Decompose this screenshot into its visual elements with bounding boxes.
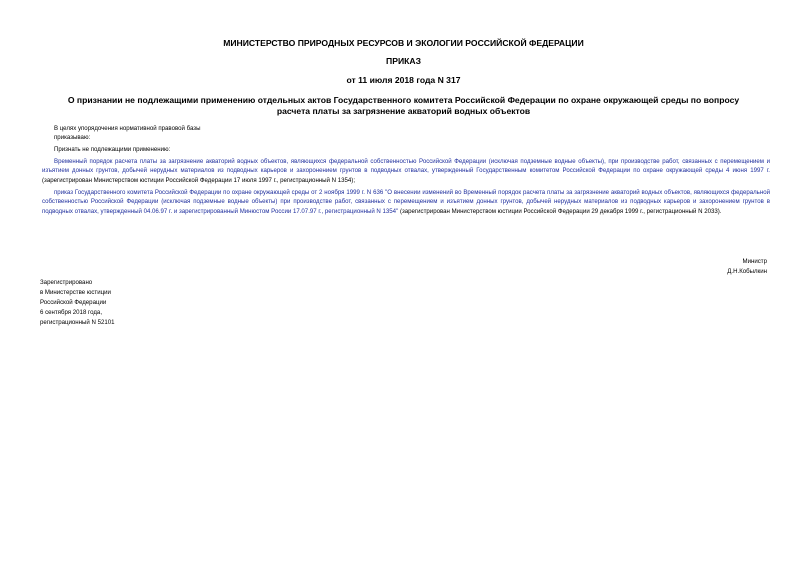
intro-line-2: приказываю: (54, 134, 91, 142)
registration-line-3: Российской Федерации (40, 299, 107, 306)
registration-line-4: 6 сентября 2018 года, (40, 309, 103, 316)
date-number-heading: от 11 июля 2018 года N 317 (346, 75, 461, 85)
item-2-link[interactable]: приказ Государственного комитета Российской Федерации по охране окружающей среды от 2 ноября 1999 г. N 636 "О внесении изменений во Временный порядок расчета платы за загрязнение акваторий водных объектов, являющихся федеральной собственностью Российской Федерации (исключая подземные водные объекты) при производстве работ, связанных с перемещением и изъятием донных грунтов, добычей нерудных материалов из подводных карьеров и захоронением грунтов в подводных отвалах, утвержденный 04.06.97 г. и зарегистрированный Минюстом России 17.07.97 г., регистрационный N 1354" (42, 189, 770, 215)
item-1-link[interactable]: Временный порядок расчета платы за загрязнение акваторий водных объектов, являющихся федеральной собственностью Российской Федерации (исключая подземные водные объекты), при производстве работ, связанных с перемещением и изъятием донных грунтов, добычей нерудных материалов из подводных карьеров и захоронением грунтов в подводных отвалах, утвержденный Государственным комитетом Российской Федерации по охране окружающей среды 4 июня 1997 г. (42, 158, 770, 175)
intro-paragraph (54, 124, 354, 143)
registration-line-5: регистрационный N 52101 (40, 319, 115, 326)
document-type-heading: ПРИКАЗ (386, 56, 421, 66)
signature-name: Д.Н.Кобылкин (727, 268, 767, 275)
registration-line-2: в Министерстве юстиции (40, 289, 111, 296)
title-line-1: О признании не подлежащими применению отдельных актов Государственного комитета Российской Федерации по охране окружающей среды по вопросу (67, 95, 740, 105)
list-item-1 (42, 157, 770, 185)
registration-line-1: Зарегистрировано (40, 279, 93, 286)
list-item-2 (42, 188, 770, 216)
signature-position: Министр (742, 258, 767, 265)
intro-line-1: В целях упорядочения нормативной правовой базы (54, 125, 201, 132)
item-1-tail: (зарегистрирован Министерством юстиции Российской Федерации 17 июля 1997 г., регистрационный N 1354); (42, 176, 356, 184)
recognize-paragraph: Признать не подлежащими применению: (54, 146, 171, 153)
title-line-2: расчета платы за загрязнение акваторий водных объектов (276, 106, 531, 116)
item-2-tail: (зарегистрирован Министерством юстиции Российской Федерации 29 декабря 1999 г., регистрационный N 2033). (398, 207, 722, 215)
ministry-heading: МИНИСТЕРСТВО ПРИРОДНЫХ РЕСУРСОВ И ЭКОЛОГИИ РОССИЙСКОЙ ФЕДЕРАЦИИ (223, 38, 584, 48)
document-title (40, 95, 767, 117)
